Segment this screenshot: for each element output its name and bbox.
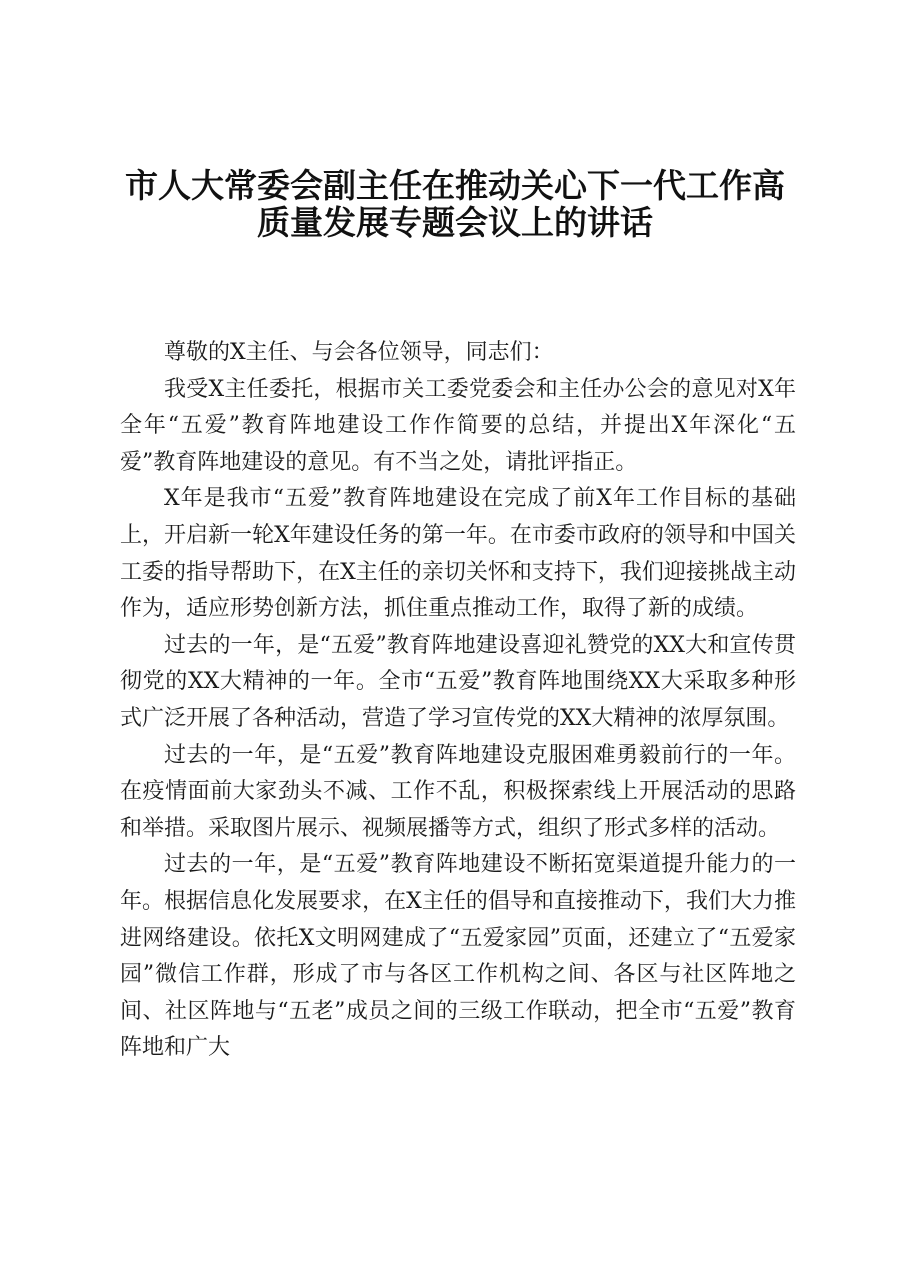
paragraph: 我受X主任委托，根据市关工委党委会和主任办公会的意见对X年全年“五爱”教育阵地建设工作作简要的总结，并提出X年深化“五爱”教育阵地建设的意见。有不当之处，请批评指正。	[120, 376, 796, 475]
paragraph: 过去的一年，是“五爱”教育阵地建设不断拓宽渠道提升能力的一年。根据信息化发展要求，在X主任的倡导和直接推动下，我们大力推进网络建设。依托X文明网建成了“五爱家园”页面，还建立了“五爱家园”微信工作群，形成了市与各区工作机构之间、各区与社区阵地之间、社区阵地与“五老”成员之间的三级工作联动，把全市“五爱”教育阵地和广大	[120, 852, 796, 1061]
salutation: 尊敬的X主任、与会各位领导，同志们：	[164, 340, 554, 365]
paragraph: 过去的一年，是“五爱”教育阵地建设克服困难勇毅前行的一年。在疫情面前大家劲头不减、工作不乱，积极探索线上开展活动的思路和举措。采取图片展示、视频展播等方式，组织了形式多样的活动。	[120, 742, 796, 841]
document-title-line-2: 质量发展专题会议上的讲话	[257, 203, 653, 242]
paragraph: X年是我市“五爱”教育阵地建设在完成了前X年工作目标的基础上，开启新一轮X年建设任务的第一年。在市委市政府的领导和中国关工委的指导帮助下，在X主任的亲切关怀和支持下，我们迎接挑战主动作为，适应形势创新方法，抓住重点推动工作，取得了新的成绩。	[120, 486, 796, 622]
document-title-line-1: 市人大常委会副主任在推动关心下一代工作高	[125, 166, 785, 205]
paragraph: 过去的一年，是“五爱”教育阵地建设喜迎礼赞党的XX大和宣传贯彻党的XX大精神的一年。全市“五爱”教育阵地围绕XX大采取多种形式广泛开展了各种活动，营造了学习宣传党的XX大精神的浓厚氛围。	[120, 632, 796, 731]
document-body	[120, 335, 796, 1067]
